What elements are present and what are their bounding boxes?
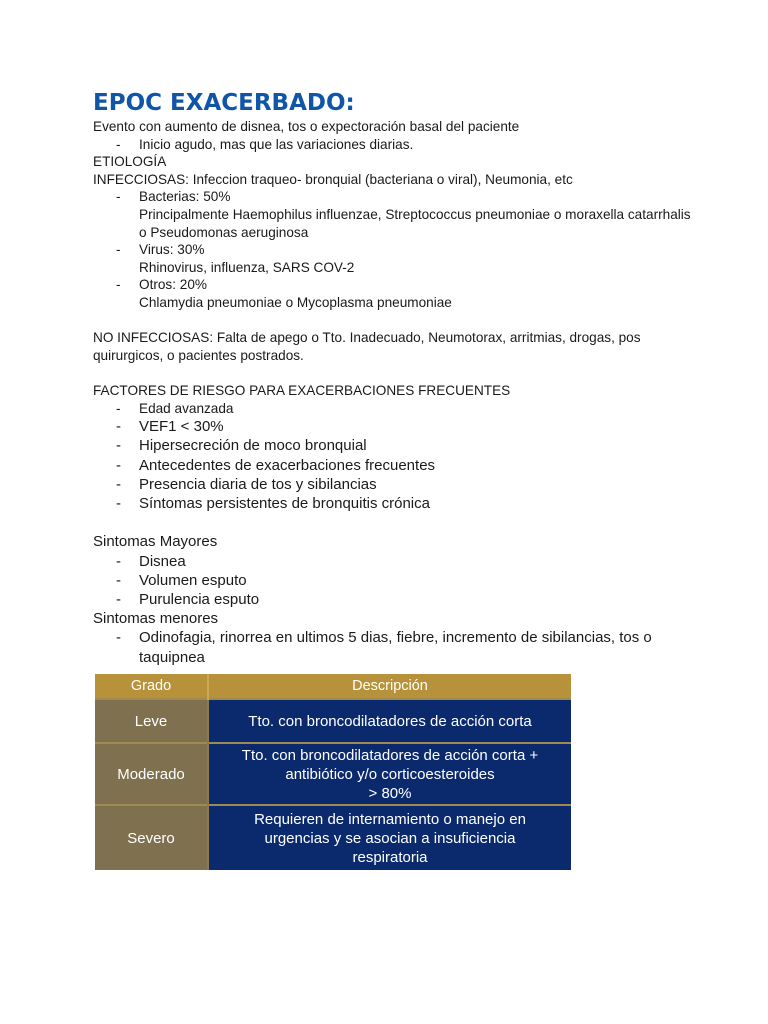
list-item: - Inicio agudo, mas que las variaciones diarias. <box>93 136 693 154</box>
descripcion-cell <box>208 699 571 743</box>
item-head: - Otros: 20% <box>139 277 207 293</box>
table-row <box>95 805 571 870</box>
header-descripcion: Descripción <box>208 674 571 699</box>
menores-list <box>93 628 693 666</box>
desc-line: > 80% <box>368 784 412 802</box>
table-header-row <box>95 674 571 699</box>
item-head: - Bacterias: 50% <box>139 189 231 205</box>
list-item: - Presencia diaria de tos y sibilancias <box>93 475 693 494</box>
table-row <box>95 743 571 805</box>
list-item: - Volumen esputo <box>93 571 693 590</box>
menores-title: Sintomas menores <box>93 610 219 628</box>
list-item: - Disnea <box>93 552 693 571</box>
spacer <box>93 312 693 330</box>
list-item <box>93 276 693 311</box>
desc-line: urgencias y se asocian a insuficiencia <box>264 829 516 847</box>
desc-line: respiratoria <box>352 848 428 866</box>
list-item: - VEF1 < 30% <box>93 417 693 436</box>
no-infecciosas-text: NO INFECCIOSAS: Falta de apego o Tto. Inadecuado, Neumotorax, arritmias, drogas, pos quirurgicos, o pacientes postrados. <box>93 330 641 363</box>
list-item: - Hipersecreción de moco bronquial <box>93 436 693 455</box>
spacer <box>93 364 693 382</box>
grado-cell: Severo <box>95 805 208 870</box>
list-item <box>93 241 693 276</box>
document-page <box>93 88 693 667</box>
factores-title: FACTORES DE RIESGO PARA EXACERBACIONES FRECUENTES <box>93 382 511 398</box>
infecciosas-text: INFECCIOSAS: Infeccion traqueo- bronquial (bacteriana o viral), Neumonia, etc <box>93 171 573 187</box>
item-detail: Principalmente Haemophilus influenzae, Streptococcus pneumoniae o moraxella catarrhalis o Pseudomonas aeruginosa <box>139 206 691 240</box>
desc-line: antibiótico y/o corticoesteroides <box>285 765 495 783</box>
infecciosas-list <box>93 188 693 311</box>
grado-cell: Moderado <box>95 743 208 805</box>
mayores-list <box>93 552 693 610</box>
descripcion-cell <box>208 743 571 805</box>
item-detail: Chlamydia pneumoniae o Mycoplasma pneumoniae <box>139 294 452 310</box>
item-head: - Virus: 30% <box>139 242 205 258</box>
header-grado: Grado <box>95 674 208 699</box>
list-item: - Purulencia esputo <box>93 590 693 609</box>
list-item: - Síntomas persistentes de bronquitis crónica <box>93 494 693 513</box>
item-detail: Rhinovirus, influenza, SARS COV-2 <box>139 259 355 275</box>
intro-list <box>93 136 693 154</box>
table-row <box>95 699 571 743</box>
etiologia-label: ETIOLOGÍA <box>93 154 167 170</box>
mayores-title: Sintomas Mayores <box>93 533 218 551</box>
factores-list <box>93 400 693 514</box>
spacer <box>93 513 693 532</box>
desc-line: Tto. con broncodilatadores de acción corta <box>248 712 532 730</box>
list-item: - Edad avanzada <box>93 400 693 418</box>
grado-cell: Leve <box>95 699 208 743</box>
desc-line: Tto. con broncodilatadores de acción corta + <box>241 746 539 764</box>
list-item: - Antecedentes de exacerbaciones frecuentes <box>93 456 693 475</box>
list-item <box>93 188 693 241</box>
desc-line: Requieren de internamiento o manejo en <box>254 810 526 828</box>
page-title: EPOC EXACERBADO: <box>93 90 355 116</box>
list-item: - Odinofagia, rinorrea en ultimos 5 dias, fiebre, incremento de sibilancias, tos o taquipnea <box>93 628 693 666</box>
intro-text: Evento con aumento de disnea, tos o expectoración basal del paciente <box>93 119 520 134</box>
severity-table <box>95 674 571 870</box>
descripcion-cell <box>208 805 571 870</box>
